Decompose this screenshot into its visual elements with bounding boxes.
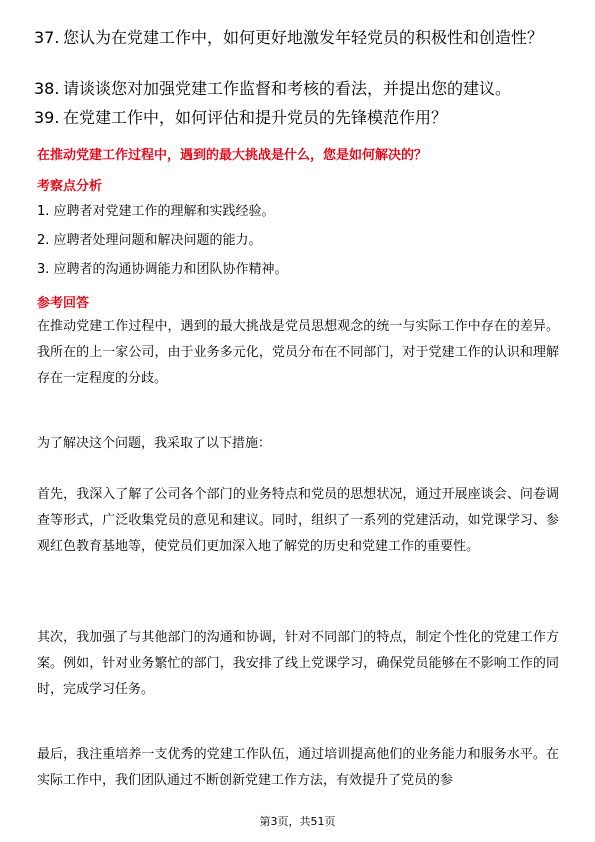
question-text: 您认为在党建工作中，如何更好地激发年轻党员的积极性和创造性？ xyxy=(63,28,544,47)
question-38 xyxy=(34,78,560,100)
answer-paragraph: 在推动党建工作过程中，遇到的最大挑战是党员思想观念的统一与实际工作中存在的差异。我所在的上一家公司，由于业务多元化，党员分布在不同部门，对于党建工作的认识和理解存在一定程度的分歧。 xyxy=(37,319,559,386)
analysis-item: 3. 应聘者的沟通协调能力和团队协作精神。 xyxy=(37,262,288,277)
question-37 xyxy=(34,27,560,49)
analysis-heading: 考察点分析 xyxy=(37,179,103,194)
answer-paragraph: 最后，我注重培养一支优秀的党建工作队伍，通过培训提高他们的业务能力和服务水平。在实际工作中，我们团队通过不断创新党建工作方法，有效提升了党员的参 xyxy=(37,747,559,788)
question-number: 38. xyxy=(34,79,60,98)
page-number: 第3页，共51页 xyxy=(259,815,336,828)
question-number: 39. xyxy=(34,108,60,127)
interview-question: 在推动党建工作过程中，遇到的最大挑战是什么，您是如何解决的？ xyxy=(37,148,428,163)
question-39 xyxy=(34,107,560,129)
question-number: 37. xyxy=(34,28,60,47)
analysis-item: 2. 应聘者处理问题和解决问题的能力。 xyxy=(37,233,262,248)
question-text: 在党建工作中，如何评估和提升党员的先锋模范作用？ xyxy=(63,108,448,127)
answer-heading: 参考回答 xyxy=(37,296,90,311)
answer-paragraph: 其次，我加强了与其他部门的沟通和协调，针对不同部门的特点，制定个性化的党建工作方案。例如，针对业务繁忙的部门，我安排了线上党课学习，确保党员能够在不影响工作的同时，完成学习任务。 xyxy=(37,630,559,697)
answer-paragraph: 为了解决这个问题，我采取了以下措施： xyxy=(37,436,272,451)
question-text: 请谈谈您对加强党建工作监督和考核的看法，并提出您的建议。 xyxy=(63,79,512,98)
answer-paragraph: 首先，我深入了解了公司各个部门的业务特点和党员的思想状况，通过开展座谈会、问卷调查等形式，广泛收集党员的意见和建议。同时，组织了一系列的党建活动，如党课学习、参观红色教育基地等，使党员们更加深入地了解党的历史和党建工作的重要性。 xyxy=(37,487,559,554)
analysis-item: 1. 应聘者对党建工作的理解和实践经验。 xyxy=(37,204,275,219)
